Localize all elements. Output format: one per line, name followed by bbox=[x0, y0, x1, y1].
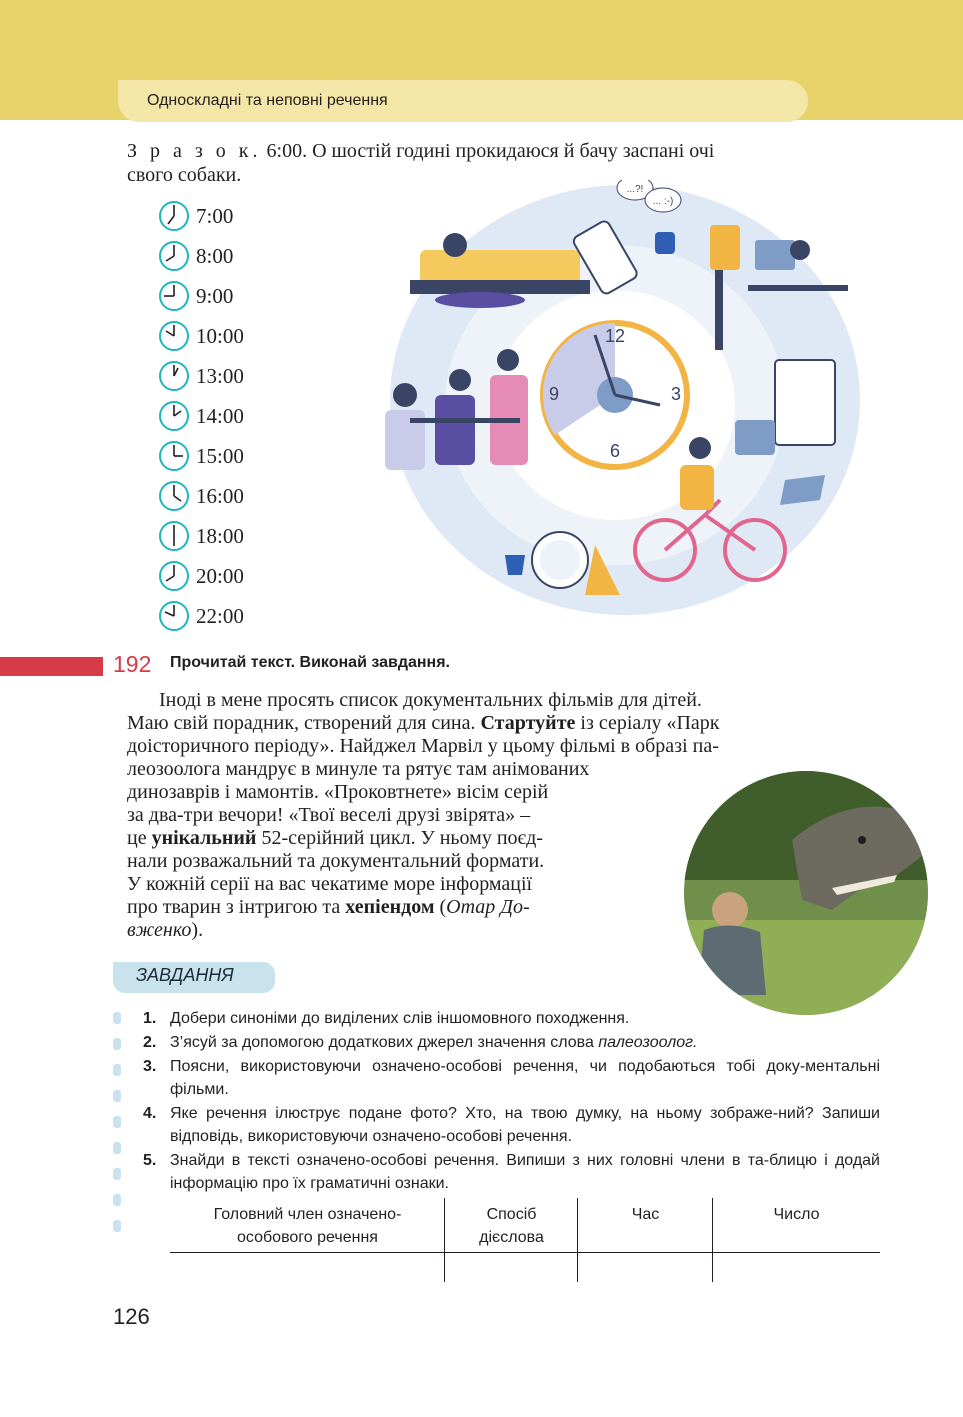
text-line bbox=[127, 919, 664, 942]
text-line bbox=[127, 827, 664, 850]
time-item bbox=[158, 236, 244, 276]
time-label: 20:00 bbox=[196, 563, 244, 588]
time-item bbox=[158, 276, 244, 316]
table-divider bbox=[577, 1198, 578, 1282]
task-item bbox=[143, 1102, 880, 1148]
dinosaur-photo bbox=[682, 770, 930, 1016]
table-header-cell bbox=[445, 1203, 578, 1249]
highlighted-word: Стартуйте bbox=[480, 712, 576, 734]
text-segment: ). bbox=[191, 919, 204, 941]
task-item bbox=[143, 1149, 880, 1195]
decoration-dot bbox=[113, 1090, 121, 1102]
text-segment: Маю свій порадник, створений для сина. bbox=[127, 712, 481, 734]
clock-number: 9 bbox=[548, 384, 560, 404]
table-divider bbox=[444, 1198, 445, 1282]
time-item bbox=[158, 476, 244, 516]
text-segment: ( bbox=[434, 896, 447, 918]
table-header-text: Число bbox=[773, 1206, 820, 1223]
clock-icon bbox=[158, 440, 190, 472]
time-label: 18:00 bbox=[196, 523, 244, 548]
table-header-text: Спосіб bbox=[486, 1206, 537, 1223]
task-number: 4. bbox=[143, 1105, 157, 1122]
grammar-table bbox=[170, 1198, 880, 1282]
task-text-wrap bbox=[170, 1031, 880, 1054]
table-header-cell bbox=[578, 1203, 713, 1226]
text-paragraph-top bbox=[127, 689, 879, 781]
text-segment: це bbox=[127, 827, 152, 849]
table-header-text: Час bbox=[631, 1206, 660, 1223]
text-line bbox=[127, 896, 664, 919]
table-header-text: Головний член означено- bbox=[213, 1206, 402, 1223]
text-line: У кожній серії на вас чекатиме море інформації bbox=[127, 873, 533, 895]
time-label: 13:00 bbox=[196, 363, 244, 388]
time-label: 22:00 bbox=[196, 603, 244, 628]
task-number: 3. bbox=[143, 1058, 157, 1075]
task-number: 2. bbox=[143, 1034, 157, 1051]
time-label: 7:00 bbox=[196, 203, 234, 228]
sample-label: З р а з о к. bbox=[127, 140, 262, 162]
text-line: за два-три вечори! «Твої веселі друзі звірята» – bbox=[127, 804, 531, 826]
text-segment: 52-серійний цикл. У ньому поєд- bbox=[256, 827, 543, 849]
time-list bbox=[158, 196, 244, 636]
sample-text-2: свого собаки. bbox=[127, 164, 242, 186]
task-text: Поясни, використовуючи означено-особові речення, чи подобаються тобі доку-ментальні фільми. bbox=[170, 1058, 880, 1098]
clock-icon bbox=[158, 320, 190, 352]
time-item bbox=[158, 396, 244, 436]
sample-text-1: 6:00. О шостій годині прокидаюся й бачу заспані очі bbox=[261, 140, 715, 162]
task-text: Знайди в тексті означено-особові речення. Випиши з них головні члени в та-блицю і додай інформацію про їх граматичні ознаки. bbox=[170, 1152, 880, 1192]
table-header-text: дієслова bbox=[479, 1229, 544, 1246]
text-segment: про тварин з інтригою та bbox=[127, 896, 346, 918]
task-item bbox=[143, 1031, 880, 1054]
clock-icon bbox=[158, 480, 190, 512]
task-text: Яке речення ілюструє подане фото? Хто, на твою думку, на ньому зображе-ний? Запиши відповідь, використовуючи означено-особові речення. bbox=[170, 1105, 880, 1145]
text-segment: із серіалу «Парк bbox=[575, 712, 720, 734]
exercise-title: Прочитай текст. Виконай завдання. bbox=[170, 654, 450, 671]
time-label: 15:00 bbox=[196, 443, 244, 468]
decoration-dot bbox=[113, 1012, 121, 1024]
time-label: 16:00 bbox=[196, 483, 244, 508]
text-line: леозоолога мандрує в минуле та рятує там анімованих bbox=[127, 758, 590, 780]
text-line: доісторичного періоду». Найджел Марвіл у цьому фільмі в образі па- bbox=[127, 735, 719, 757]
page-number: 126 bbox=[113, 1304, 150, 1329]
task-number: 5. bbox=[143, 1152, 157, 1169]
task-text: Добери синоніми до виділених слів іншомовного походження. bbox=[170, 1010, 630, 1027]
clock-icon bbox=[158, 280, 190, 312]
highlighted-word: унікальний bbox=[151, 827, 257, 849]
author-name: вженко bbox=[127, 919, 192, 941]
text-line: нали розважальний та документальний формати. bbox=[127, 850, 545, 872]
time-label: 9:00 bbox=[196, 283, 234, 308]
daily-routine-illustration bbox=[380, 180, 870, 630]
exercise-number: 192 bbox=[113, 651, 152, 677]
text-line: динозаврів і мамонтів. «Проковтнете» вісім серій bbox=[127, 781, 549, 803]
table-header-rule bbox=[170, 1252, 880, 1253]
text-paragraph-wrap bbox=[127, 781, 664, 942]
decoration-dot bbox=[113, 1064, 121, 1076]
author-name: Отар До- bbox=[446, 896, 530, 918]
task-italic-word: палеозоолог. bbox=[598, 1034, 698, 1051]
time-label: 10:00 bbox=[196, 323, 244, 348]
clock-number: 12 bbox=[604, 326, 626, 346]
time-item bbox=[158, 556, 244, 596]
time-label: 14:00 bbox=[196, 403, 244, 428]
table-header-cell bbox=[170, 1203, 445, 1249]
task-number: 1. bbox=[143, 1010, 157, 1027]
clock-icon bbox=[158, 600, 190, 632]
speech-bubble-text: ... :-) bbox=[652, 196, 674, 207]
tasks-decoration-dots bbox=[113, 1012, 121, 1246]
task-item bbox=[143, 1007, 880, 1030]
clock-icon bbox=[158, 560, 190, 592]
clock-icon bbox=[158, 400, 190, 432]
clock-icon bbox=[158, 240, 190, 272]
task-item bbox=[143, 1055, 880, 1101]
time-label: 8:00 bbox=[196, 243, 234, 268]
decoration-dot bbox=[113, 1168, 121, 1180]
text-line bbox=[127, 712, 879, 735]
table-header-text: особового речення bbox=[237, 1229, 378, 1246]
time-item bbox=[158, 516, 244, 556]
decoration-dot bbox=[113, 1220, 121, 1232]
task-text: З’ясуй за допомогою додаткових джерел значення слова bbox=[170, 1034, 599, 1051]
decoration-dot bbox=[113, 1116, 121, 1128]
text-line: Іноді в мене просять список документальних фільмів для дітей. bbox=[159, 689, 702, 711]
time-item bbox=[158, 316, 244, 356]
time-item bbox=[158, 196, 244, 236]
clock-icon bbox=[158, 200, 190, 232]
speech-bubble-text: ...?! bbox=[626, 184, 644, 195]
tasks-label: ЗАВДАННЯ bbox=[136, 965, 234, 985]
clock-number: 6 bbox=[609, 441, 621, 461]
decoration-dot bbox=[113, 1142, 121, 1154]
time-item bbox=[158, 356, 244, 396]
clock-icon bbox=[158, 360, 190, 392]
table-divider bbox=[712, 1198, 713, 1282]
time-item bbox=[158, 436, 244, 476]
highlighted-word: хепіендом bbox=[345, 896, 435, 918]
section-title: Односкладні та неповні речення bbox=[147, 92, 388, 109]
table-header-cell bbox=[713, 1203, 880, 1226]
clock-number: 3 bbox=[670, 384, 682, 404]
time-item bbox=[158, 596, 244, 636]
decoration-dot bbox=[113, 1038, 121, 1050]
exercise-marker-bar bbox=[0, 657, 103, 676]
decoration-dot bbox=[113, 1194, 121, 1206]
clock-icon bbox=[158, 520, 190, 552]
